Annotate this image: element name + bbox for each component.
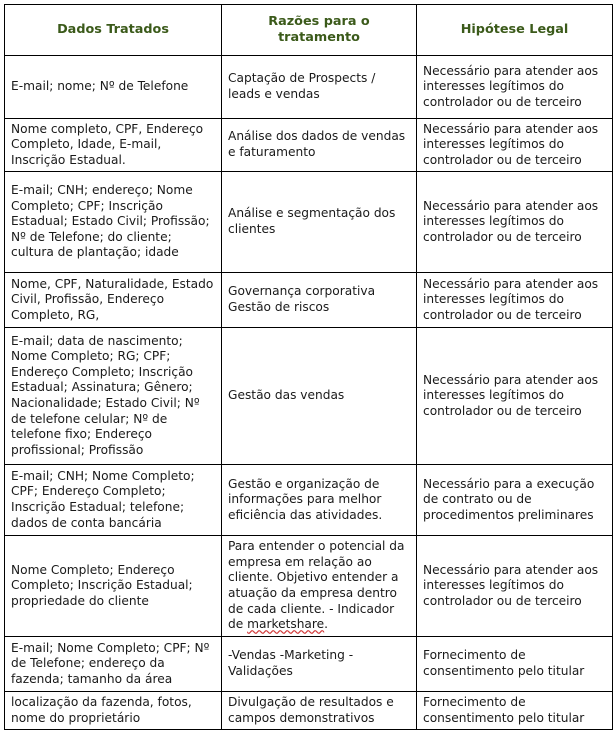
cell-dados: E-mail; CNH; Nome Completo; CPF; Endereço Completo; Inscrição Estadual; telefone; dados de conta bancária <box>5 465 222 536</box>
table-row <box>5 273 613 328</box>
cell-dados: E-mail; data de nascimento; Nome Completo; RG; CPF; Endereço Completo; Inscrição Estadual; Assinatura; Gênero; Nacionalidade; Estado Civil; Nº de telefone celular; Nº de telefone fixo; Endereço profissional; Profissão <box>5 328 222 465</box>
cell-hipotese: Necessário para atender aos interesses legítimos do controlador ou de terceiro <box>417 273 613 328</box>
cell-razoes: -Vendas -Marketing - Validações <box>222 637 417 692</box>
cell-razoes: Gestão das vendas <box>222 328 417 465</box>
table-header-row <box>5 5 613 56</box>
table-row <box>5 536 613 637</box>
cell-hipotese: Necessário para a execução de contrato ou de procedimentos preliminares <box>417 465 613 536</box>
cell-hipotese: Necessário para atender aos interesses legítimos do controlador ou de terceiro <box>417 56 613 119</box>
cell-hipotese: Fornecimento de consentimento pelo titular <box>417 692 613 730</box>
cell-razoes: Governança corporativa Gestão de riscos <box>222 273 417 328</box>
cell-razoes: Divulgação de resultados e campos demonstrativos <box>222 692 417 730</box>
table-row <box>5 692 613 730</box>
cell-hipotese: Necessário para atender aos interesses legítimos do controlador ou de terceiro <box>417 119 613 172</box>
cell-razoes <box>222 536 417 637</box>
cell-razoes: Gestão e organização de informações para melhor eficiência das atividades. <box>222 465 417 536</box>
table-row <box>5 637 613 692</box>
data-treatment-table <box>4 4 613 730</box>
table-row <box>5 172 613 273</box>
table-row <box>5 119 613 172</box>
razoes-text: Para entender o potencial da empresa em relação ao cliente. Objetivo entender a atuação da empresa dentro de cada cliente. - Indicador de <box>228 539 405 632</box>
spellcheck-flagged-word: marketshare <box>247 617 325 632</box>
cell-hipotese: Necessário para atender aos interesses legítimos do controlador ou de terceiro <box>417 172 613 273</box>
cell-dados: localização da fazenda, fotos, nome do proprietário <box>5 692 222 730</box>
header-razoes: Razões para o tratamento <box>222 5 417 56</box>
cell-dados: E-mail; nome; Nº de Telefone <box>5 56 222 119</box>
cell-razoes: Análise dos dados de vendas e faturamento <box>222 119 417 172</box>
cell-hipotese: Necessário para atender aos interesses legítimos do controlador ou de terceiro <box>417 328 613 465</box>
cell-razoes: Captação de Prospects / leads e vendas <box>222 56 417 119</box>
cell-hipotese: Necessário para atender aos interesses legítimos do controlador ou de terceiro <box>417 536 613 637</box>
table-row <box>5 328 613 465</box>
table-row <box>5 56 613 119</box>
header-dados-tratados: Dados Tratados <box>5 5 222 56</box>
cell-hipotese: Fornecimento de consentimento pelo titular <box>417 637 613 692</box>
cell-dados: Nome completo, CPF, Endereço Completo, Idade, E-mail, Inscrição Estadual. <box>5 119 222 172</box>
cell-dados: E-mail; Nome Completo; CPF; Nº de Telefone; endereço da fazenda; tamanho da área <box>5 637 222 692</box>
header-hipotese-legal: Hipótese Legal <box>417 5 613 56</box>
razoes-text-end: . <box>324 617 329 632</box>
cell-razoes: Análise e segmentação dos clientes <box>222 172 417 273</box>
cell-dados: E-mail; CNH; endereço; Nome Completo; CPF; Inscrição Estadual; Estado Civil; Profissão; Nº de Telefone; do cliente; cultura de plantação; idade <box>5 172 222 273</box>
table-row <box>5 465 613 536</box>
cell-dados: Nome Completo; Endereço Completo; Inscrição Estadual; propriedade do cliente <box>5 536 222 637</box>
cell-dados: Nome, CPF, Naturalidade, Estado Civil, Profissão, Endereço Completo, RG, <box>5 273 222 328</box>
